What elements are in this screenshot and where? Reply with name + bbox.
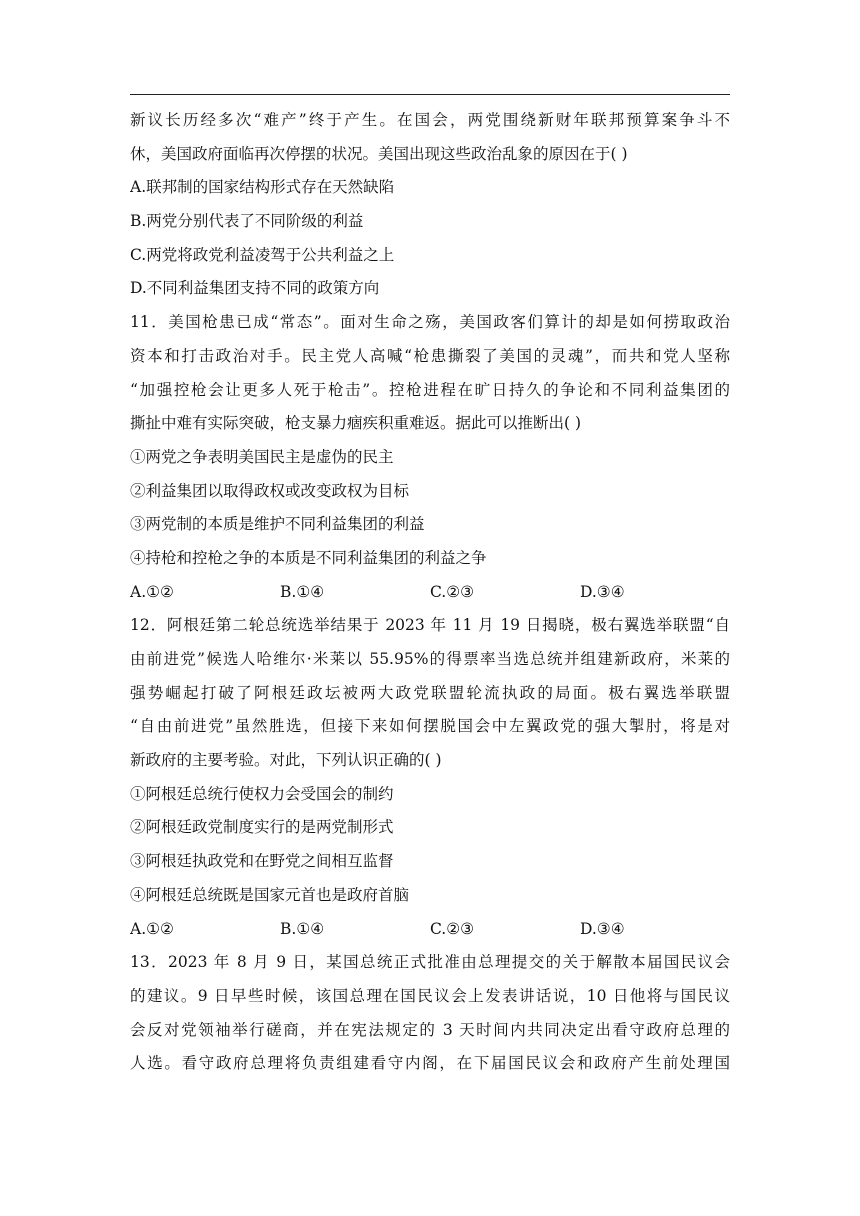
question-text-line: 会反对党领袖举行磋商，并在宪法规定的 3 天时间内共同决定出看守政府总理的 bbox=[130, 1020, 730, 1039]
choice-a: A.①② bbox=[130, 919, 174, 938]
choice-c: C.②③ bbox=[430, 919, 475, 938]
question-text-line: 13．2023 年 8 月 9 日，某国总统正式批准由总理提交的关于解散本届国民议会 bbox=[130, 953, 730, 972]
choice-d: D.③④ bbox=[580, 919, 625, 938]
statement-4: ④阿根廷总统既是国家元首也是政府首脑 bbox=[130, 885, 410, 904]
statement-3: ③阿根廷执政党和在野党之间相互监督 bbox=[130, 852, 394, 871]
statement-1: ①两党之争表明美国民主是虚伪的民主 bbox=[130, 447, 394, 466]
question-text-line: 撕扯中难有实际突破，枪支暴力痼疾积重难返。据此可以推断出( ) bbox=[130, 414, 582, 433]
choice-b: B.①④ bbox=[280, 582, 325, 601]
question-text-line: 11．美国枪患已成“常态”。面对生命之殇，美国政客们算计的却是如何捞取政治 bbox=[130, 313, 730, 332]
question-text-line: 的建议。9 日早些时候，该国总理在国民议会上发表讲话说，10 日他将与国民议 bbox=[130, 986, 730, 1005]
question-10 bbox=[130, 104, 730, 306]
statement-3: ③两党制的本质是维护不同利益集团的利益 bbox=[130, 515, 425, 534]
question-text-line: “加强控枪会让更多人死于枪击”。控枪进程在旷日持久的争论和不同利益集团的 bbox=[130, 380, 730, 399]
question-text-line: 12．阿根廷第二轮总统选举结果于 2023 年 11 月 19 日揭晓，极右翼选举联盟“自 bbox=[130, 616, 730, 635]
question-text-line: 由前进党”候选人哈维尔·米莱以 55.95%的得票率当选总统并组建新政府，米莱的 bbox=[130, 650, 730, 668]
question-11 bbox=[130, 306, 730, 609]
question-text-line: 休，美国政府面临再次停摆的状况。美国出现这些政治乱象的原因在于( ) bbox=[130, 144, 628, 163]
question-text-line: 资本和打击政治对手。民主党人高喊“枪患撕裂了美国的灵魂”，而共和党人坚称 bbox=[130, 346, 730, 365]
question-13 bbox=[130, 946, 730, 1081]
statement-2: ②阿根廷政党制度实行的是两党制形式 bbox=[130, 818, 394, 837]
option-c: C.两党将政党利益凌驾于公共利益之上 bbox=[130, 245, 395, 264]
option-a: A.联邦制的国家结构形式存在天然缺陷 bbox=[130, 178, 395, 197]
option-d: D.不同利益集团支持不同的政策方向 bbox=[130, 279, 380, 298]
question-content bbox=[130, 104, 730, 1081]
question-text-line: 新政府的主要考验。对此，下列认识正确的( ) bbox=[130, 751, 442, 770]
choice-d: D.③④ bbox=[580, 582, 625, 601]
statement-2: ②利益集团以取得政权或改变政权为目标 bbox=[130, 481, 410, 500]
question-text-line: 强势崛起打破了阿根廷政坛被两大政党联盟轮流执政的局面。极右翼选举联盟 bbox=[130, 683, 730, 702]
question-text-line: “自由前进党”虽然胜选，但接下来如何摆脱国会中左翼政党的强大掣肘，将是对 bbox=[130, 717, 730, 736]
choice-c: C.②③ bbox=[430, 582, 475, 601]
choice-b: B.①④ bbox=[280, 919, 325, 938]
answer-choices bbox=[130, 576, 730, 610]
answer-choices bbox=[130, 913, 730, 947]
question-text-line: 新议长历经多次“难产”终于产生。在国会，两党围绕新财年联邦预算案争斗不 bbox=[130, 111, 730, 129]
question-12 bbox=[130, 609, 730, 946]
question-text-line: 人选。看守政府总理将负责组建看守内阁，在下届国民议会和政府产生前处理国 bbox=[130, 1054, 730, 1073]
choice-a: A.①② bbox=[130, 582, 174, 601]
header-rule bbox=[130, 94, 730, 95]
option-b: B.两党分别代表了不同阶级的利益 bbox=[130, 212, 364, 231]
statement-4: ④持枪和控枪之争的本质是不同利益集团的利益之争 bbox=[130, 548, 487, 567]
statement-1: ①阿根廷总统行使权力会受国会的制约 bbox=[130, 784, 394, 803]
